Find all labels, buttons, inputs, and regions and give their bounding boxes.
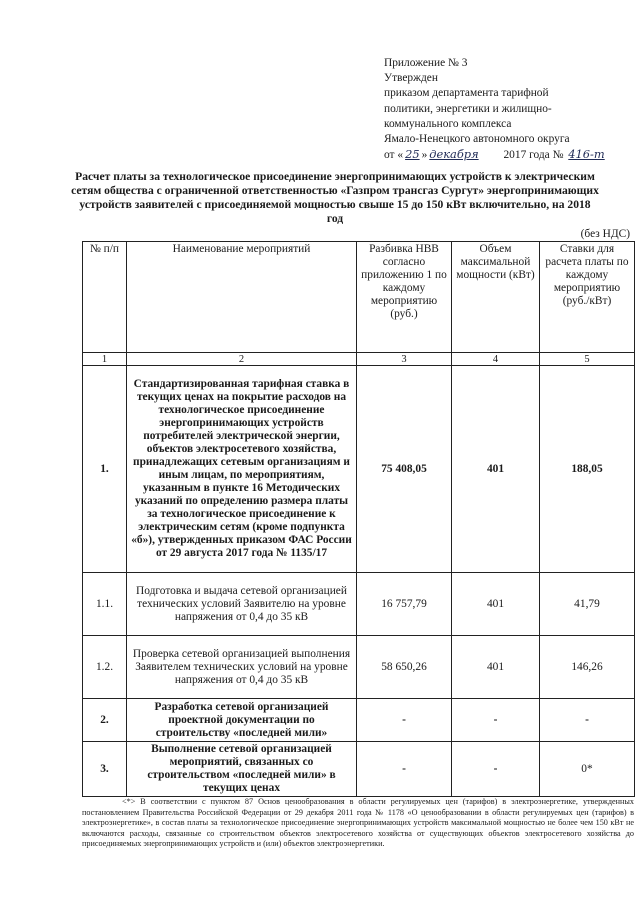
header-cell: № п/п [83,242,127,353]
table-row [83,699,635,742]
approval-line: приказом департамента тарифной [384,87,549,100]
header-cell: Объем максимальной мощности (кВт) [452,242,540,353]
approval-line: коммунального комплекса [384,117,512,130]
row-name: Стандартизированная тарифная ставка в текущих ценах на покрытие расходов на технологическое присоединение энергопринимающих устройств потребителей электрической энергии, объектов электросетевого хозяйства, принадлежащих сетевым организациям и иным лицам, по мероприятиям, указанным в пункте 16 Методических указаний по определению размера платы за технологическое присоединение к электрическим сетям (кроме подпункта «б»), утвержденных приказом ФАС России от 29 августа 2017 года № 1135/17 [127,366,357,573]
row-nvv: 58 650,26 [357,636,452,699]
date-prefix: от « [384,149,404,162]
date-year: 2017 года № [503,149,564,162]
column-number: 4 [452,353,540,366]
approval-line: Ямало-Ненецкого автономного округа [384,133,570,146]
row-name: Выполнение сетевой организацией мероприятий, связанных со строительством «последней мили» в текущих ценах [127,742,357,797]
table-row [83,573,635,636]
header-cell: Ставки для расчета платы по каждому мероприятию (руб./кВт) [540,242,635,353]
approval-block [384,56,634,163]
handwritten-day: 25 [405,147,420,162]
row-power: 401 [452,636,540,699]
header-cell: Наименование мероприятий [127,242,357,353]
table-row [83,366,635,573]
column-number: 1 [83,353,127,366]
row-nvv: 16 757,79 [357,573,452,636]
row-power: - [452,699,540,742]
footnote [82,797,634,850]
column-number: 2 [127,353,357,366]
row-name: Разработка сетевой организацией проектной документации по строительству «последней мили» [127,699,357,742]
row-name: Проверка сетевой организацией выполнения Заявителем технических условий на уровне напряжения от 0,4 до 35 кВ [127,636,357,699]
row-number: 3. [83,742,127,797]
date-mid: » [421,149,428,162]
column-number: 5 [540,353,635,366]
handwritten-order-number: 416-т [568,147,605,162]
row-name: Подготовка и выдача сетевой организацией технических условий Заявителю на уровне напряжения от 0,4 до 35 кВ [127,573,357,636]
row-rate: 188,05 [540,366,635,573]
row-nvv: 75 408,05 [357,366,452,573]
row-number: 1.1. [83,573,127,636]
row-power: 401 [452,366,540,573]
approval-line: Утвержден [384,72,438,85]
table-row [83,636,635,699]
approval-line: Приложение № 3 [384,57,468,69]
approval-line: политики, энергетики и жилищно- [384,102,552,115]
handwritten-month: декабря [429,147,479,162]
document-title: Расчет платы за технологическое присоединение энергопринимающих устройств к электрическим сетям общества с ограниченной ответственностью «Газпром трансгаз Сургут» энергопринимающих устройств заявителей с присоединяемой мощностью свыше 15 до 150 кВт включительно, на 2018 год [71,170,599,225]
footnote-text: <*> В соответствии с пунктом 87 Основ ценообразования в области регулируемых цен (тарифов) в электроэнергетике, утвержденных постановлением Правительства Российской Федерации от 29 декабря 2011 года № 1178 «О ценообразовании в области регулируемых цен (тарифов) в электроэнергетике», в состав платы за технологическое присоединение энергопринимающих устройств максимальной мощностью не более чем 150 кВт не включаются расходы, связанные со строительством объектов электросетевого хозяйства от существующих объектов электросетевого хозяйства до присоединяемых энергопринимающих устройств и (или) объектов электроэнергетики. [82,797,634,849]
tariff-table [82,241,635,797]
row-nvv: - [357,742,452,797]
header-cell: Разбивка НВВ согласно приложению 1 по каждому мероприятию (руб.) [357,242,452,353]
approval-date-line [384,147,634,163]
row-rate: 146,26 [540,636,635,699]
row-rate: - [540,699,635,742]
row-rate: 0* [540,742,635,797]
table-header-row [83,242,635,353]
table-row [83,742,635,797]
row-nvv: - [357,699,452,742]
row-power: - [452,742,540,797]
row-number: 1.2. [83,636,127,699]
row-number: 1. [83,366,127,573]
column-number-row [83,353,635,366]
row-power: 401 [452,573,540,636]
vat-note: (без НДС) [580,228,630,240]
row-rate: 41,79 [540,573,635,636]
column-number: 3 [357,353,452,366]
row-number: 2. [83,699,127,742]
